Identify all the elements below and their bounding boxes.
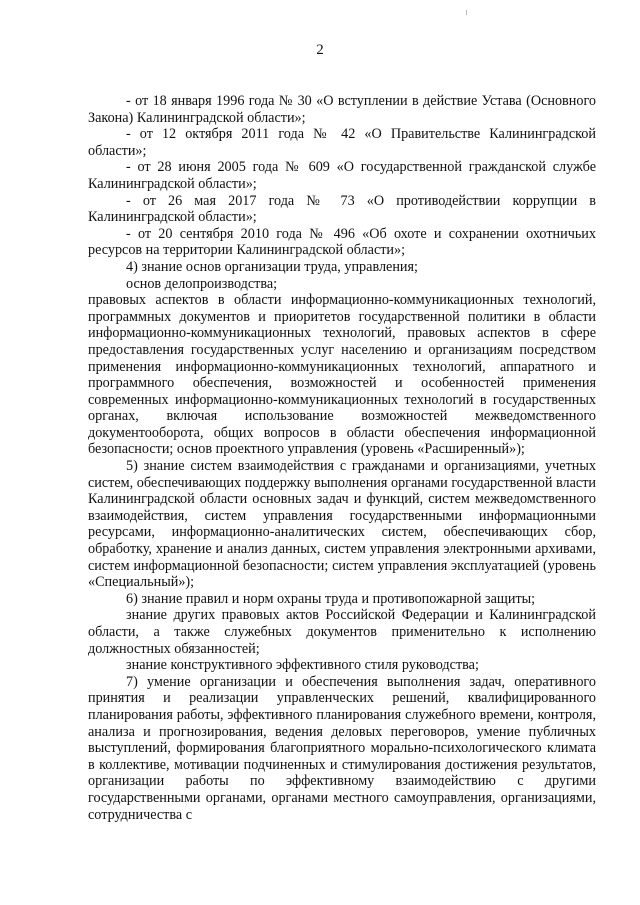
document-body bbox=[88, 93, 596, 823]
scan-mark bbox=[466, 10, 467, 15]
law-item-government: - от 12 октября 2011 года № 42 «О Правительстве Калининградской области»; bbox=[88, 126, 596, 159]
knowledge-records-management: основ делопроизводства; bbox=[126, 275, 278, 292]
knowledge-item-4: 4) знание основ организации труда, управления; bbox=[126, 258, 418, 275]
law-item-civil-service: - от 28 июня 2005 года № 609 «О государственной гражданской службе Калининградской области»; bbox=[88, 159, 596, 192]
knowledge-ict-legal-aspects: правовых аспектов в области информационно-коммуникационных технологий, программных документов и приоритетов государственной политики в области информационно-коммуникационных технологий, правовых аспектов в сфере предоставления государственных услуг населению и организациям посредством применения информационно-коммуникационных технологий, аппаратного и программного обеспечения, возможностей и особенностей применения современных информационно-коммуникационных технологий в государственных органах, включая использование возможностей межведомственного документооборота, общих вопросов в области обеспечения информационной безопасности; основ проектного управления (уровень «Расширенный»); bbox=[88, 292, 596, 458]
knowledge-item-6: 6) знание правил и норм охраны труда и противопожарной защиты; bbox=[126, 590, 536, 607]
law-item-hunting: - от 20 сентября 2010 года № 496 «Об охоте и сохранении охотничьих ресурсов на территории Калининградской области»; bbox=[88, 225, 596, 259]
knowledge-item-5: 5) знание систем взаимодействия с гражданами и организациями, учетных систем, обеспечивающих поддержку выполнения органами государственной власти Калининградской области основных задач и функций, систем межведомственного взаимодействия, систем управления государственными информационными ресурсами, информационно-аналитических систем, обеспечивающих сбор, обработку, хранение и анализ данных, систем управления электронными архивами, систем информационной безопасности; систем управления эксплуатацией (уровень «Специальный»); bbox=[88, 458, 596, 591]
law-item-anti-corruption: - от 26 мая 2017 года № 73 «О противодействии коррупции в Калининградской области»; bbox=[88, 192, 596, 226]
knowledge-other-legal-acts: знание других правовых актов Российской Федерации и Калининградской области, а также служебных документов применительно к исполнению должностных обязанностей; bbox=[88, 607, 596, 657]
law-item-charter: - от 18 января 1996 года № 30 «О вступлении в действие Устава (Основного Закона) Калининградской области»; bbox=[88, 93, 596, 126]
skills-item-7: 7) умение организации и обеспечения выполнения задач, оперативного принятия и реализации управленческих решений, квалифицированного планирования работы, эффективного планирования служебного времени, контроля, анализа и прогнозирования, ведения деловых переговоров, умение публичных выступлений, формирования благоприятного морально-психологического климата в коллективе, мотивации подчиненных и стимулирования достижения результатов, организации работы по эффективному взаимодействию с другими государственными органами, органами местного самоуправления, организациями, сотрудничества с bbox=[88, 673, 596, 823]
page-number: 2 bbox=[316, 42, 324, 58]
knowledge-leadership-style: знание конструктивного эффективного стиля руководства; bbox=[126, 657, 479, 674]
